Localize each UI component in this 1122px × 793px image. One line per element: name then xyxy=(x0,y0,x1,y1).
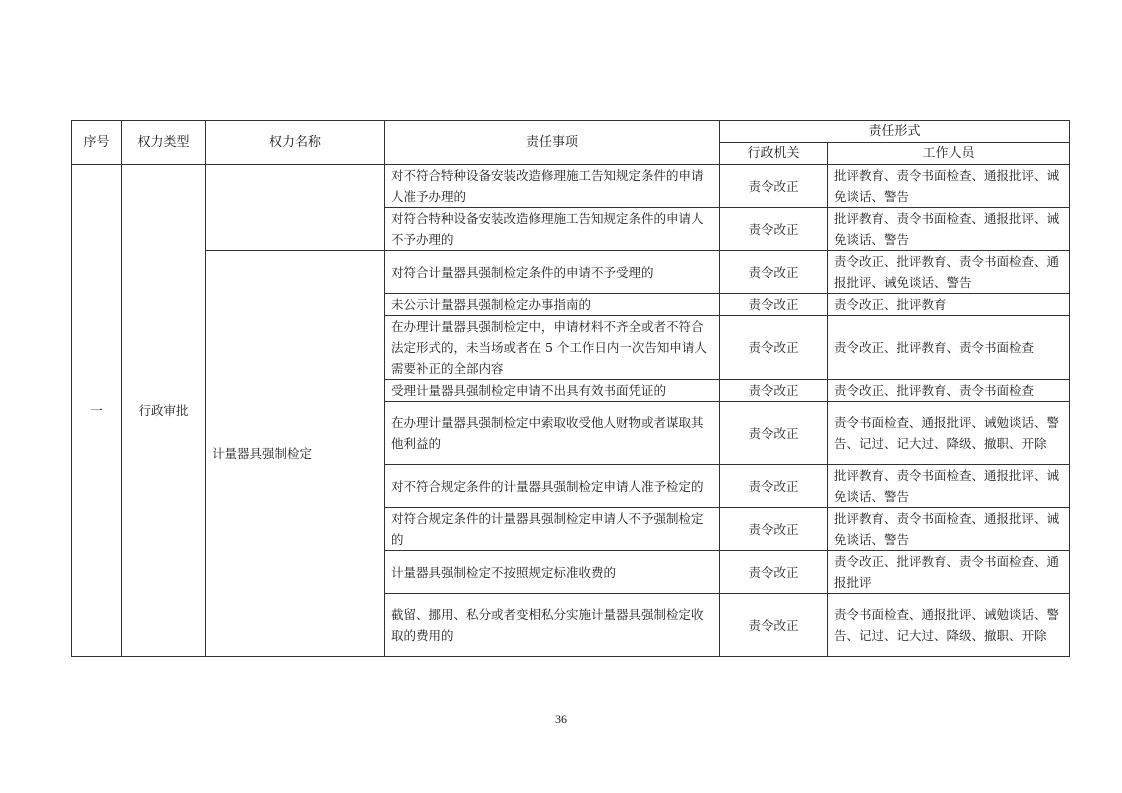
item-cell: 对符合规定条件的计量器具强制检定申请人不予强制检定的 xyxy=(385,508,720,551)
power-name-cell-empty xyxy=(206,165,385,251)
staff-cell: 责令改正、批评教育、责令书面检查、通报批评、诫免谈话、警告 xyxy=(828,251,1070,294)
header-staff: 工作人员 xyxy=(828,143,1070,165)
staff-cell: 批评教育、责令书面检查、通报批评、诫免谈话、警告 xyxy=(828,165,1070,208)
organ-cell: 责令改正 xyxy=(720,594,828,657)
item-cell: 受理计量器具强制检定申请不出具有效书面凭证的 xyxy=(385,380,720,402)
organ-cell: 责令改正 xyxy=(720,165,828,208)
item-cell: 计量器具强制检定不按照规定标准收费的 xyxy=(385,551,720,594)
staff-cell: 批评教育、责令书面检查、通报批评、诫免谈话、警告 xyxy=(828,465,1070,508)
header-responsibility: 责任事项 xyxy=(385,121,720,165)
responsibility-table xyxy=(71,120,1070,657)
item-cell: 未公示计量器具强制检定办事指南的 xyxy=(385,294,720,316)
organ-cell: 责令改正 xyxy=(720,316,828,380)
item-cell: 对符合计量器具强制检定条件的申请不予受理的 xyxy=(385,251,720,294)
item-cell: 在办理计量器具强制检定中索取收受他人财物或者谋取其他利益的 xyxy=(385,402,720,465)
organ-cell: 责令改正 xyxy=(720,294,828,316)
organ-cell: 责令改正 xyxy=(720,508,828,551)
seq-cell: 一 xyxy=(72,165,122,657)
table-row xyxy=(72,251,1070,294)
staff-cell: 责令改正、批评教育、责令书面检查 xyxy=(828,316,1070,380)
page-number: 36 xyxy=(555,712,567,726)
power-type-cell: 行政审批 xyxy=(122,165,206,657)
organ-cell: 责令改正 xyxy=(720,380,828,402)
staff-cell: 批评教育、责令书面检查、通报批评、诫免谈话、警告 xyxy=(828,208,1070,251)
organ-cell: 责令改正 xyxy=(720,402,828,465)
item-cell: 在办理计量器具强制检定中，申请材料不齐全或者不符合法定形式的，未当场或者在 5 个工作日内一次告知申请人需要补正的全部内容 xyxy=(385,316,720,380)
table-row xyxy=(72,165,1070,208)
organ-cell: 责令改正 xyxy=(720,465,828,508)
organ-cell: 责令改正 xyxy=(720,551,828,594)
header-seq: 序号 xyxy=(72,121,122,165)
item-cell: 对不符合特种设备安装改造修理施工告知规定条件的申请人准予办理的 xyxy=(385,165,720,208)
staff-cell: 责令改正、批评教育、责令书面检查、通报批评 xyxy=(828,551,1070,594)
staff-cell: 责令改正、批评教育、责令书面检查 xyxy=(828,380,1070,402)
staff-cell: 责令书面检查、通报批评、诫勉谈话、警告、记过、记大过、降级、撤职、开除 xyxy=(828,402,1070,465)
staff-cell: 责令改正、批评教育 xyxy=(828,294,1070,316)
organ-cell: 责令改正 xyxy=(720,251,828,294)
item-cell: 对不符合规定条件的计量器具强制检定申请人准予检定的 xyxy=(385,465,720,508)
header-resp-form: 责任形式 xyxy=(720,121,1070,143)
staff-cell: 批评教育、责令书面检查、通报批评、诫免谈话、警告 xyxy=(828,508,1070,551)
header-power-name: 权力名称 xyxy=(206,121,385,165)
organ-cell: 责令改正 xyxy=(720,208,828,251)
header-power-type: 权力类型 xyxy=(122,121,206,165)
staff-cell: 责令书面检查、通报批评、诫勉谈话、警告、记过、记大过、降级、撤职、开除 xyxy=(828,594,1070,657)
item-cell: 对符合特种设备安装改造修理施工告知规定条件的申请人不予办理的 xyxy=(385,208,720,251)
header-admin-organ: 行政机关 xyxy=(720,143,828,165)
power-name-cell: 计量器具强制检定 xyxy=(206,251,385,657)
item-cell: 截留、挪用、私分或者变相私分实施计量器具强制检定收取的费用的 xyxy=(385,594,720,657)
